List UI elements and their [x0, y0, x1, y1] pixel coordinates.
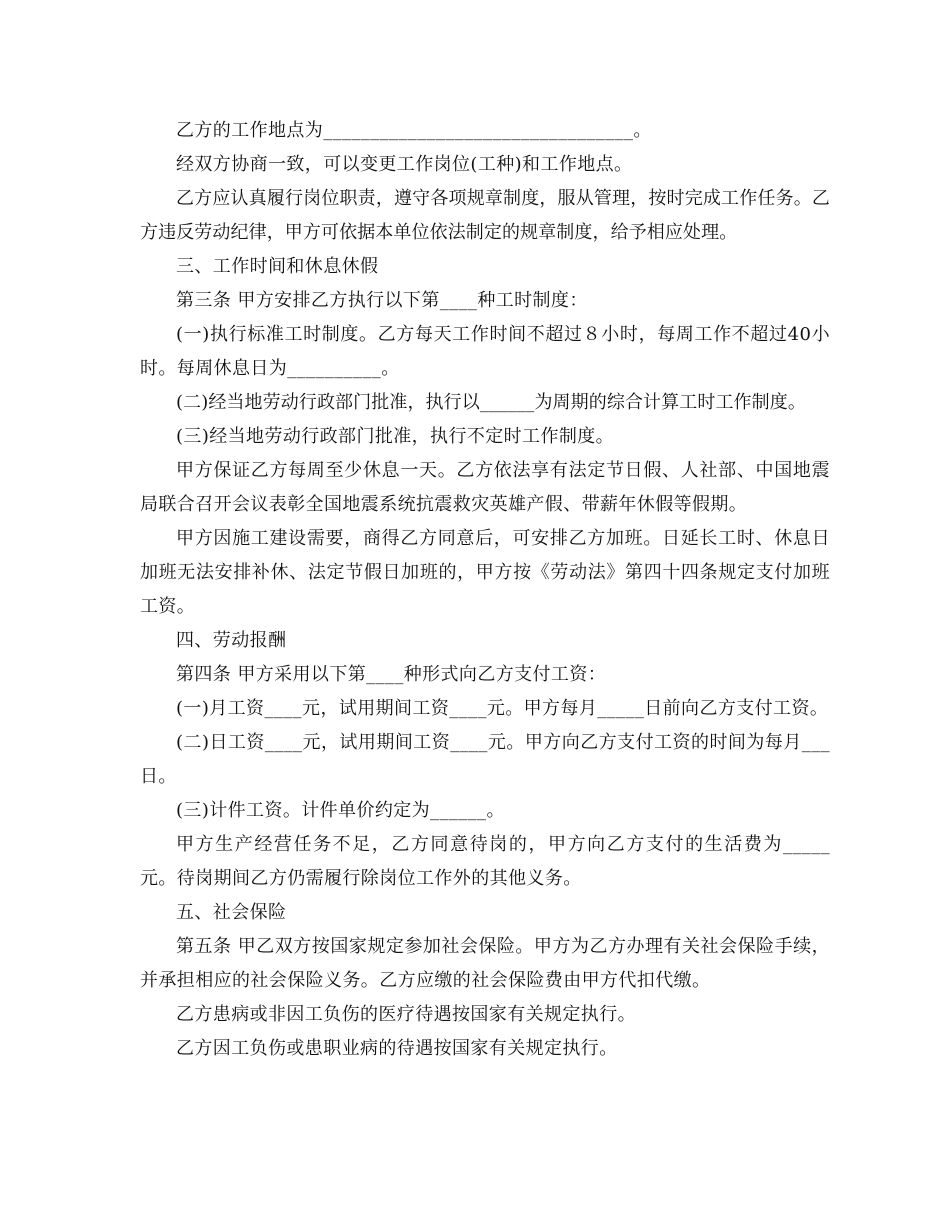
clause-monthly-wage: (一)月工资____元，试用期间工资____元。甲方每月_____日前向乙方支付工资。 — [176, 698, 829, 719]
article-3: 第三条 甲方安排乙方执行以下第____种工时制度： — [176, 290, 588, 311]
clause-daily-wage: (二)日工资____元，试用期间工资____元。甲方向乙方支付工资的时间为每月___日。 — [140, 732, 830, 787]
paragraph-position-change: 经双方协商一致，可以变更工作岗位(工种)和工作地点。 — [176, 154, 633, 175]
clause-piece-wage: (三)计件工资。计件单价约定为______。 — [176, 800, 505, 821]
clause-comprehensive-hours: (二)经当地劳动行政部门批准，执行以______为周期的综合计算工时工作制度。 — [176, 392, 806, 413]
paragraph-work-location: 乙方的工作地点为_________________________________。 — [176, 120, 652, 141]
paragraph-duties: 乙方应认真履行岗位职责，遵守各项规章制度，服从管理，按时完成工作任务。乙方违反劳动纪律，甲方可依据本单位依法制定的规章制度，给予相应处理。 — [140, 188, 830, 243]
paragraph-medical: 乙方患病或非因工负伤的医疗待遇按国家有关规定执行。 — [176, 1004, 636, 1025]
clause-flexible-hours: (三)经当地劳动行政部门批准，执行不定时工作制度。 — [176, 426, 615, 447]
section-heading-remuneration: 四、劳动报酬 — [176, 630, 287, 651]
section-heading-work-hours: 三、工作时间和休息休假 — [176, 256, 379, 277]
paragraph-standby: 甲方生产经营任务不足，乙方同意待岗的，甲方向乙方支付的生活费为_____元。待岗期间乙方仍需履行除岗位工作外的其他义务。 — [140, 834, 830, 889]
article-4: 第四条 甲方采用以下第____种形式向乙方支付工资： — [176, 664, 607, 685]
paragraph-work-injury: 乙方因工负伤或患职业病的待遇按国家有关规定执行。 — [176, 1038, 618, 1059]
document-body — [140, 114, 830, 1066]
clause-standard-hours: (一)执行标准工时制度。乙方每天工作时间不超过８小时，每周工作不超过40小时。每周休息日为__________。 — [140, 324, 830, 379]
section-heading-social-insurance: 五、社会保险 — [176, 902, 287, 923]
article-5: 第五条 甲乙双方按国家规定参加社会保险。甲方为乙方办理有关社会保险手续，并承担相应的社会保险义务。乙方应缴的社会保险费由甲方代扣代缴。 — [140, 936, 830, 991]
paragraph-rest-days: 甲方保证乙方每周至少休息一天。乙方依法享有法定节日假、人社部、中国地震局联合召开会议表彰全国地震系统抗震救灾英雄产假、带薪年休假等假期。 — [140, 460, 830, 515]
paragraph-overtime: 甲方因施工建设需要，商得乙方同意后，可安排乙方加班。日延长工时、休息日加班无法安排补休、法定节假日加班的，甲方按《劳动法》第四十四条规定支付加班工资。 — [140, 528, 830, 617]
